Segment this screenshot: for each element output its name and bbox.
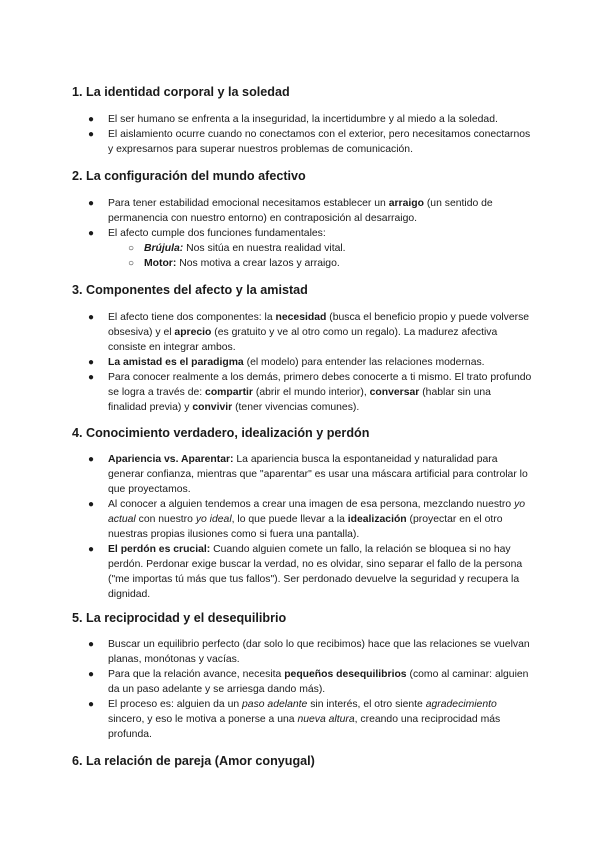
bullet-icon: ● [88,454,95,465]
section-2-list [72,196,532,271]
list-item: ● La amistad es el paradigma (el modelo) para entender las relaciones modernas. [88,357,485,368]
hollow-bullet-icon: ○ [128,258,135,269]
bullet-icon: ● [88,228,95,239]
list-item: ● El afecto tiene dos componentes: la necesidad (busca el beneficio propio y puede volverse obsesiva) y el aprecio (es gratuito y ve al otro como un regalo). La madurez afectiva consiste en integrar ambos. [88,312,530,353]
bullet-icon: ● [88,699,95,710]
list-subitem: ○ Brújula: Nos sitúa en nuestra realidad vital. [128,243,346,254]
section-1-list [72,112,532,157]
list-item: ● El perdón es crucial: Cuando alguien comete un fallo, la relación se bloquea si no hay perdón. Perdonar exige buscar la verdad, no es olvidar, sino separar el fallo de la persona ("me importas tú más que tus fallos"). Ser perdonado devuelve la seguridad y recupera la dignidad. [88,544,523,600]
list-item: ● Apariencia vs. Aparentar: La apariencia busca la espontaneidad y naturalidad para generar confianza, mientras que "aparentar" es usar una máscara artificial para controlar lo que proyectamos. [88,454,528,495]
list-item: ● Para que la relación avance, necesita pequeños desequilibrios (como al caminar: alguien da un paso adelante y se arriesga dando más). [88,669,529,695]
list-item: ● El proceso es: alguien da un paso adelante sin interés, el otro siente agradecimiento sincero, y eso le motiva a ponerse a una nueva altura, creando una reciprocidad más profunda. [88,699,501,740]
list-item: ● Al conocer a alguien tendemos a crear una imagen de esa persona, mezclando nuestro yo actual con nuestro yo ideal, lo que puede llevar a la idealización (proyectar en el otro nuestras propias ilusiones como si fuera una pantalla). [88,499,526,540]
bullet-icon: ● [88,198,95,209]
list-item: ● Buscar un equilibrio perfecto (dar solo lo que recibimos) hace que las relaciones se vuelvan planas, monótonas y vacías. [88,639,530,665]
section-5-list [72,637,532,742]
section-4-list [72,452,532,602]
bullet-icon: ● [88,129,95,140]
list-subitem: ○ Motor: Nos motiva a crear lazos y arraigo. [128,258,340,269]
list-item: ● Para tener estabilidad emocional necesitamos establecer un arraigo (un sentido de permanencia con nuestro entorno) en contraposición al desarraigo. [88,198,493,224]
bullet-icon: ● [88,372,95,383]
bullet-icon: ● [88,669,95,680]
section-1-heading: 1. La identidad corporal y la soledad [72,85,290,99]
list-item: ● El ser humano se enfrenta a la inseguridad, la incertidumbre y al miedo a la soledad. [88,114,498,125]
section-2-heading: 2. La configuración del mundo afectivo [72,169,306,183]
bullet-icon: ● [88,312,95,323]
hollow-bullet-icon: ○ [128,243,135,254]
bullet-icon: ● [88,544,95,555]
section-4-heading: 4. Conocimiento verdadero, idealización y perdón [72,426,370,440]
section-3-heading: 3. Componentes del afecto y la amistad [72,283,308,297]
bullet-icon: ● [88,499,95,510]
list-item: ● Para conocer realmente a los demás, primero debes conocerte a ti mismo. El trato profundo se logra a través de: compartir (abrir el mundo interior), conversar (hablar sin una finalidad previa) y convivir (tener vivencias comunes). [88,372,532,413]
list-item: ● El afecto cumple dos funciones fundamentales: [88,228,326,239]
section-5-heading: 5. La reciprocidad y el desequilibrio [72,611,287,625]
bullet-icon: ● [88,114,95,125]
list-item: ● El aislamiento ocurre cuando no conectamos con el exterior, pero necesitamos conectarnos y expresarnos para superar nuestros problemas de comunicación. [88,129,531,155]
bullet-icon: ● [88,639,95,650]
bullet-icon: ● [88,357,95,368]
section-6-heading: 6. La relación de pareja (Amor conyugal) [72,754,315,768]
section-3-list [72,310,532,415]
